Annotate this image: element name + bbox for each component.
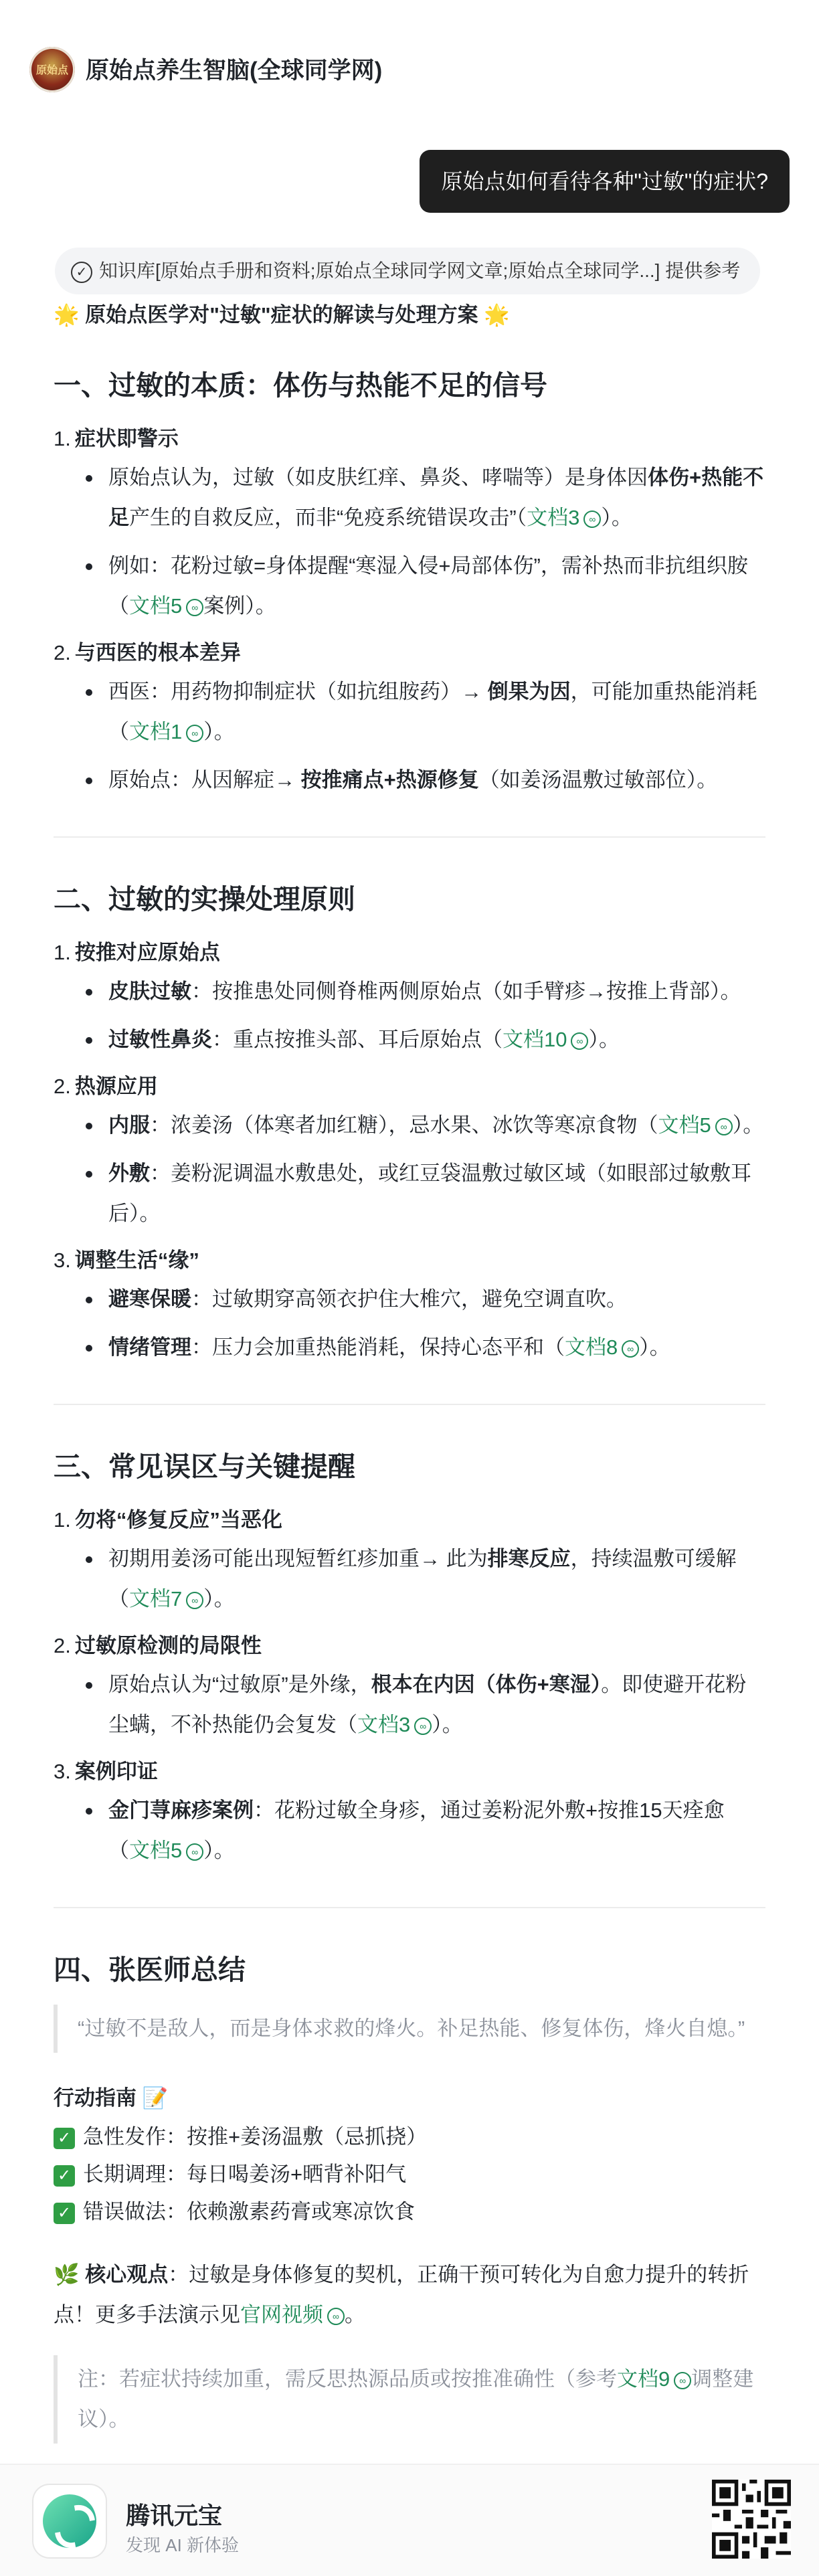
summary-quote: “过敏不是敌人，而是身体求救的烽火。补足热能、修复体伤，烽火自熄。” bbox=[54, 2005, 765, 2053]
list-item: 外敷：姜粉泥调温水敷患处，或红豆袋温敷过敏区域（如眼部过敏敷耳后）。 bbox=[54, 1154, 765, 1234]
doc-ref-link[interactable]: 文档8 ∞ bbox=[565, 1336, 639, 1359]
list-item: 例如：花粉过敏=身体提醒“寒湿入侵+局部体伤”，需补热而非抗组织胺（文档5 ∞ 案例）。 bbox=[54, 546, 765, 626]
bullet-list bbox=[54, 972, 765, 1060]
section-heading: 三、常见误区与关键提醒 bbox=[54, 1451, 355, 1482]
doc-ref-link[interactable]: 文档5 ∞ bbox=[129, 594, 203, 618]
footer-bar bbox=[0, 2464, 819, 2576]
section-divider bbox=[54, 1404, 765, 1405]
doc-ref-link[interactable]: 文档5 ∞ bbox=[129, 1839, 203, 1862]
section-divider bbox=[54, 836, 765, 838]
list-item: 原始点：从因解症→ 按推痛点+热源修复（如姜汤温敷过敏部位）。 bbox=[54, 760, 765, 800]
subsection-title: 2. 热源应用 bbox=[54, 1075, 158, 1098]
link-icon: ∞ bbox=[674, 2372, 691, 2389]
section-heading: 二、过敏的实操处理原则 bbox=[54, 884, 355, 915]
section-heading: 一、过敏的本质：体伤与热能不足的信号 bbox=[54, 370, 547, 401]
bullet-list bbox=[54, 1539, 765, 1619]
doc-ref-link[interactable]: 文档9 ∞ bbox=[617, 2367, 691, 2391]
link-icon: ∞ bbox=[571, 1032, 588, 1050]
list-item: 过敏性鼻炎：重点按推头部、耳后原始点（文档10 ∞ ）。 bbox=[54, 1020, 765, 1060]
answer-title bbox=[54, 298, 765, 332]
subsection-title: 2. 过敏原检测的局限性 bbox=[54, 1634, 262, 1657]
doc-ref-link[interactable]: 文档3 ∞ bbox=[357, 1713, 432, 1736]
guide-item: ✓ 长期调理：每日喝姜汤+晒背补阳气 bbox=[54, 2156, 765, 2193]
star-icon: 🌟 bbox=[54, 303, 80, 327]
section-divider bbox=[54, 1907, 765, 1908]
doc-ref-link[interactable]: 文档5 ∞ bbox=[658, 1113, 733, 1137]
subsection-title: 3. 调整生活“缘” bbox=[54, 1249, 199, 1272]
link-icon: ∞ bbox=[715, 1118, 733, 1135]
doc-ref-link[interactable]: 文档3 ∞ bbox=[527, 506, 601, 529]
checkbox-icon: ✓ bbox=[54, 2128, 75, 2149]
user-message-bubble: 原始点如何看待各种"过敏"的症状? bbox=[420, 150, 790, 213]
avatar-text: 原始点 bbox=[35, 65, 68, 76]
subsection-title: 1. 按推对应原始点 bbox=[54, 941, 220, 964]
list-item: 原始点认为“过敏原”是外缘，根本在内因（体伤+寒湿）。即使避开花粉尘螨，不补热能仍会复发（文档3 ∞ ）。 bbox=[54, 1665, 765, 1745]
link-icon: ∞ bbox=[186, 1592, 203, 1609]
link-icon: ∞ bbox=[186, 599, 203, 616]
check-circle-icon: ✓ bbox=[71, 262, 92, 283]
list-item: 内服：浓姜汤（体寒者加红糖），忌水果、冰饮等寒凉食物（文档5 ∞ ）。 bbox=[54, 1105, 765, 1145]
bot-avatar[interactable] bbox=[29, 47, 75, 92]
link-icon: ∞ bbox=[327, 2308, 345, 2325]
subsection-title: 1. 勿将“修复反应”当恶化 bbox=[54, 1508, 282, 1532]
doc-ref-link[interactable]: 文档10 ∞ bbox=[503, 1028, 588, 1051]
answer-title-text: 原始点医学对"过敏"症状的解读与处理方案 bbox=[85, 303, 478, 327]
subsection-title: 1. 症状即警示 bbox=[54, 427, 179, 450]
bullet-list bbox=[54, 1790, 765, 1871]
bullet-list bbox=[54, 672, 765, 800]
guide-title: 行动指南 📝 bbox=[54, 2086, 169, 2110]
link-icon: ∞ bbox=[622, 1340, 639, 1358]
guide-item: ✓ 错误做法：依赖激素药膏或寒凉饮食 bbox=[54, 2193, 765, 2231]
leaf-icon: 🌿 bbox=[54, 2263, 80, 2286]
doc-ref-link[interactable]: 文档1 ∞ bbox=[129, 720, 203, 743]
subsection-title: 3. 案例印证 bbox=[54, 1760, 158, 1783]
core-text: ：过敏是身体修复的契机，正确干预可转化为自愈力提升的转折点！更多手法演示见 bbox=[54, 2263, 749, 2326]
list-item: 皮肤过敏：按推患处同侧脊椎两侧原始点（如手臂疹→按推上背部）。 bbox=[54, 972, 765, 1012]
checkbox-icon: ✓ bbox=[54, 2203, 75, 2224]
answer-sections bbox=[54, 365, 765, 1908]
star-icon: 🌟 bbox=[484, 303, 510, 327]
link-icon: ∞ bbox=[186, 725, 203, 742]
chat-header bbox=[0, 0, 819, 134]
bullet-list bbox=[54, 458, 765, 626]
list-item: 西医：用药物抑制症状（如抗组胺药）→ 倒果为因，可能加重热能消耗（文档1 ∞ ）。 bbox=[54, 672, 765, 752]
core-view: 🌿 核心观点：过敏是身体修复的契机，正确干预可转化为自愈力提升的转折点！更多手法演示见官网视频 ∞ 。 bbox=[54, 2263, 749, 2326]
list-item: 初期用姜汤可能出现短暂红疹加重→ 此为排寒反应，持续温敷可缓解（文档7 ∞ ）。 bbox=[54, 1539, 765, 1619]
guide-item: ✓ 急性发作：按推+姜汤温敷（忌抓挠） bbox=[54, 2118, 765, 2156]
link-icon: ∞ bbox=[414, 1718, 432, 1735]
brand-name: 腾讯元宝 bbox=[126, 2502, 223, 2529]
subsection-title: 2. 与西医的根本差异 bbox=[54, 641, 241, 664]
bullet-list bbox=[54, 1105, 765, 1234]
list-item: 避寒保暖：过敏期穿高领衣护住大椎穴，避免空调直吹。 bbox=[54, 1279, 765, 1319]
doc-ref-link[interactable]: 文档7 ∞ bbox=[129, 1587, 203, 1611]
source-text: 知识库[原始点手册和资料;原始点全球同学网文章;原始点全球同学...] 提供参考 bbox=[99, 260, 741, 281]
bullet-list bbox=[54, 1279, 765, 1368]
checkbox-icon: ✓ bbox=[54, 2165, 75, 2187]
brand-slogan: 发现 AI 新体验 bbox=[126, 2535, 240, 2555]
list-item: 金门荨麻疹案例：花粉过敏全身疹，通过姜粉泥外敷+按推15天痊愈（文档5 ∞ ）。 bbox=[54, 1790, 765, 1871]
source-reference[interactable] bbox=[55, 248, 760, 294]
list-item: 原始点认为，过敏（如皮肤红痒、鼻炎、哮喘等）是身体因体伤+热能不足产生的自救反应，而非“免疫系统错误攻击”（文档3 ∞ ）。 bbox=[54, 458, 765, 538]
list-item: 情绪管理：压力会加重热能消耗，保持心态平和（文档8 ∞ ）。 bbox=[54, 1327, 765, 1368]
core-label: 核心观点 bbox=[85, 2263, 169, 2286]
yuanbao-logo bbox=[33, 2485, 106, 2557]
link-icon: ∞ bbox=[583, 511, 601, 528]
bullet-list bbox=[54, 1665, 765, 1745]
link-icon: ∞ bbox=[186, 1843, 203, 1861]
section-heading: 四、张医师总结 bbox=[54, 1954, 246, 1985]
qr-code-icon[interactable] bbox=[712, 2480, 791, 2559]
guide-list bbox=[54, 2118, 765, 2231]
video-link[interactable]: 官网视频 ∞ bbox=[240, 2303, 345, 2326]
answer-content bbox=[54, 298, 765, 2444]
note-block: 注：若症状持续加重，需反思热源品质或按推准确性（参考文档9 ∞ 调整建议）。 bbox=[54, 2355, 765, 2444]
bot-name: 原始点养生智脑(全球同学网) bbox=[86, 58, 383, 84]
